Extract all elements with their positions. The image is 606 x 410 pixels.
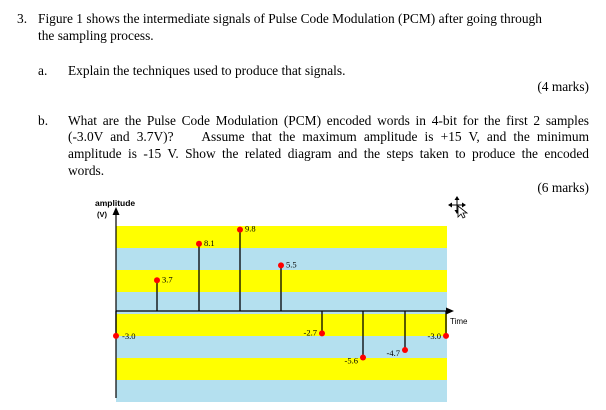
amplitude-band: [116, 380, 447, 402]
sample-point: [278, 262, 284, 268]
sample-point: [113, 333, 119, 339]
sample-value-label: -3.0: [122, 330, 136, 341]
y-axis-label-1: amplitude: [95, 198, 136, 208]
sample-point: [360, 354, 366, 360]
part-b-line-3: amplitude is -15 V. Show the related diagram and the steps taken to produce the encoded: [68, 146, 589, 161]
move-cursor-icon: [448, 196, 467, 218]
sample-point: [237, 227, 243, 233]
y-axis-arrow: [113, 207, 120, 215]
sample-value-label: -2.7: [303, 327, 317, 338]
sample-point: [319, 330, 325, 336]
part-b-line-1: What are the Pulse Code Modulation (PCM) encoded words in 4-bit for the first 2 samples: [68, 113, 589, 128]
sample-point: [154, 277, 160, 283]
sample-point: [443, 333, 449, 339]
y-axis-label-2: (V): [97, 210, 107, 219]
part-b-line-4: words.: [68, 163, 105, 178]
part-b-label: b.: [38, 113, 49, 128]
question-line-1: Figure 1 shows the intermediate signals of Pulse Code Modulation (PCM) after going through: [38, 11, 542, 26]
question-line-2: the sampling process.: [38, 28, 154, 43]
sample-value-label: 8.1: [204, 237, 215, 248]
sample-point: [196, 241, 202, 247]
amplitude-band: [116, 314, 447, 336]
sample-value-label: -3.0: [427, 330, 441, 341]
sample-value-label: 3.7: [162, 274, 173, 285]
part-b-marks: (6 marks): [537, 180, 589, 195]
part-a-text: Explain the techniques used to produce that signals.: [68, 63, 346, 78]
sample-value-label: 5.5: [286, 259, 297, 270]
amplitude-band: [116, 358, 447, 380]
x-axis-arrow: [446, 308, 454, 315]
question-number: 3.: [17, 11, 28, 26]
sample-point: [402, 347, 408, 353]
part-a-label: a.: [38, 63, 48, 78]
x-axis-label: Time: [450, 317, 468, 326]
part-a-marks: (4 marks): [537, 79, 589, 94]
sample-value-label: -4.7: [386, 348, 400, 359]
sample-value-label: 9.8: [245, 223, 256, 234]
part-b-line-2: (-3.0V and 3.7V)? Assume that the maximum amplitude is +15 V, and the minimum: [68, 129, 589, 144]
amplitude-band: [116, 223, 447, 248]
sample-value-label: -5.6: [344, 355, 358, 366]
amplitude-bands: [116, 223, 447, 402]
